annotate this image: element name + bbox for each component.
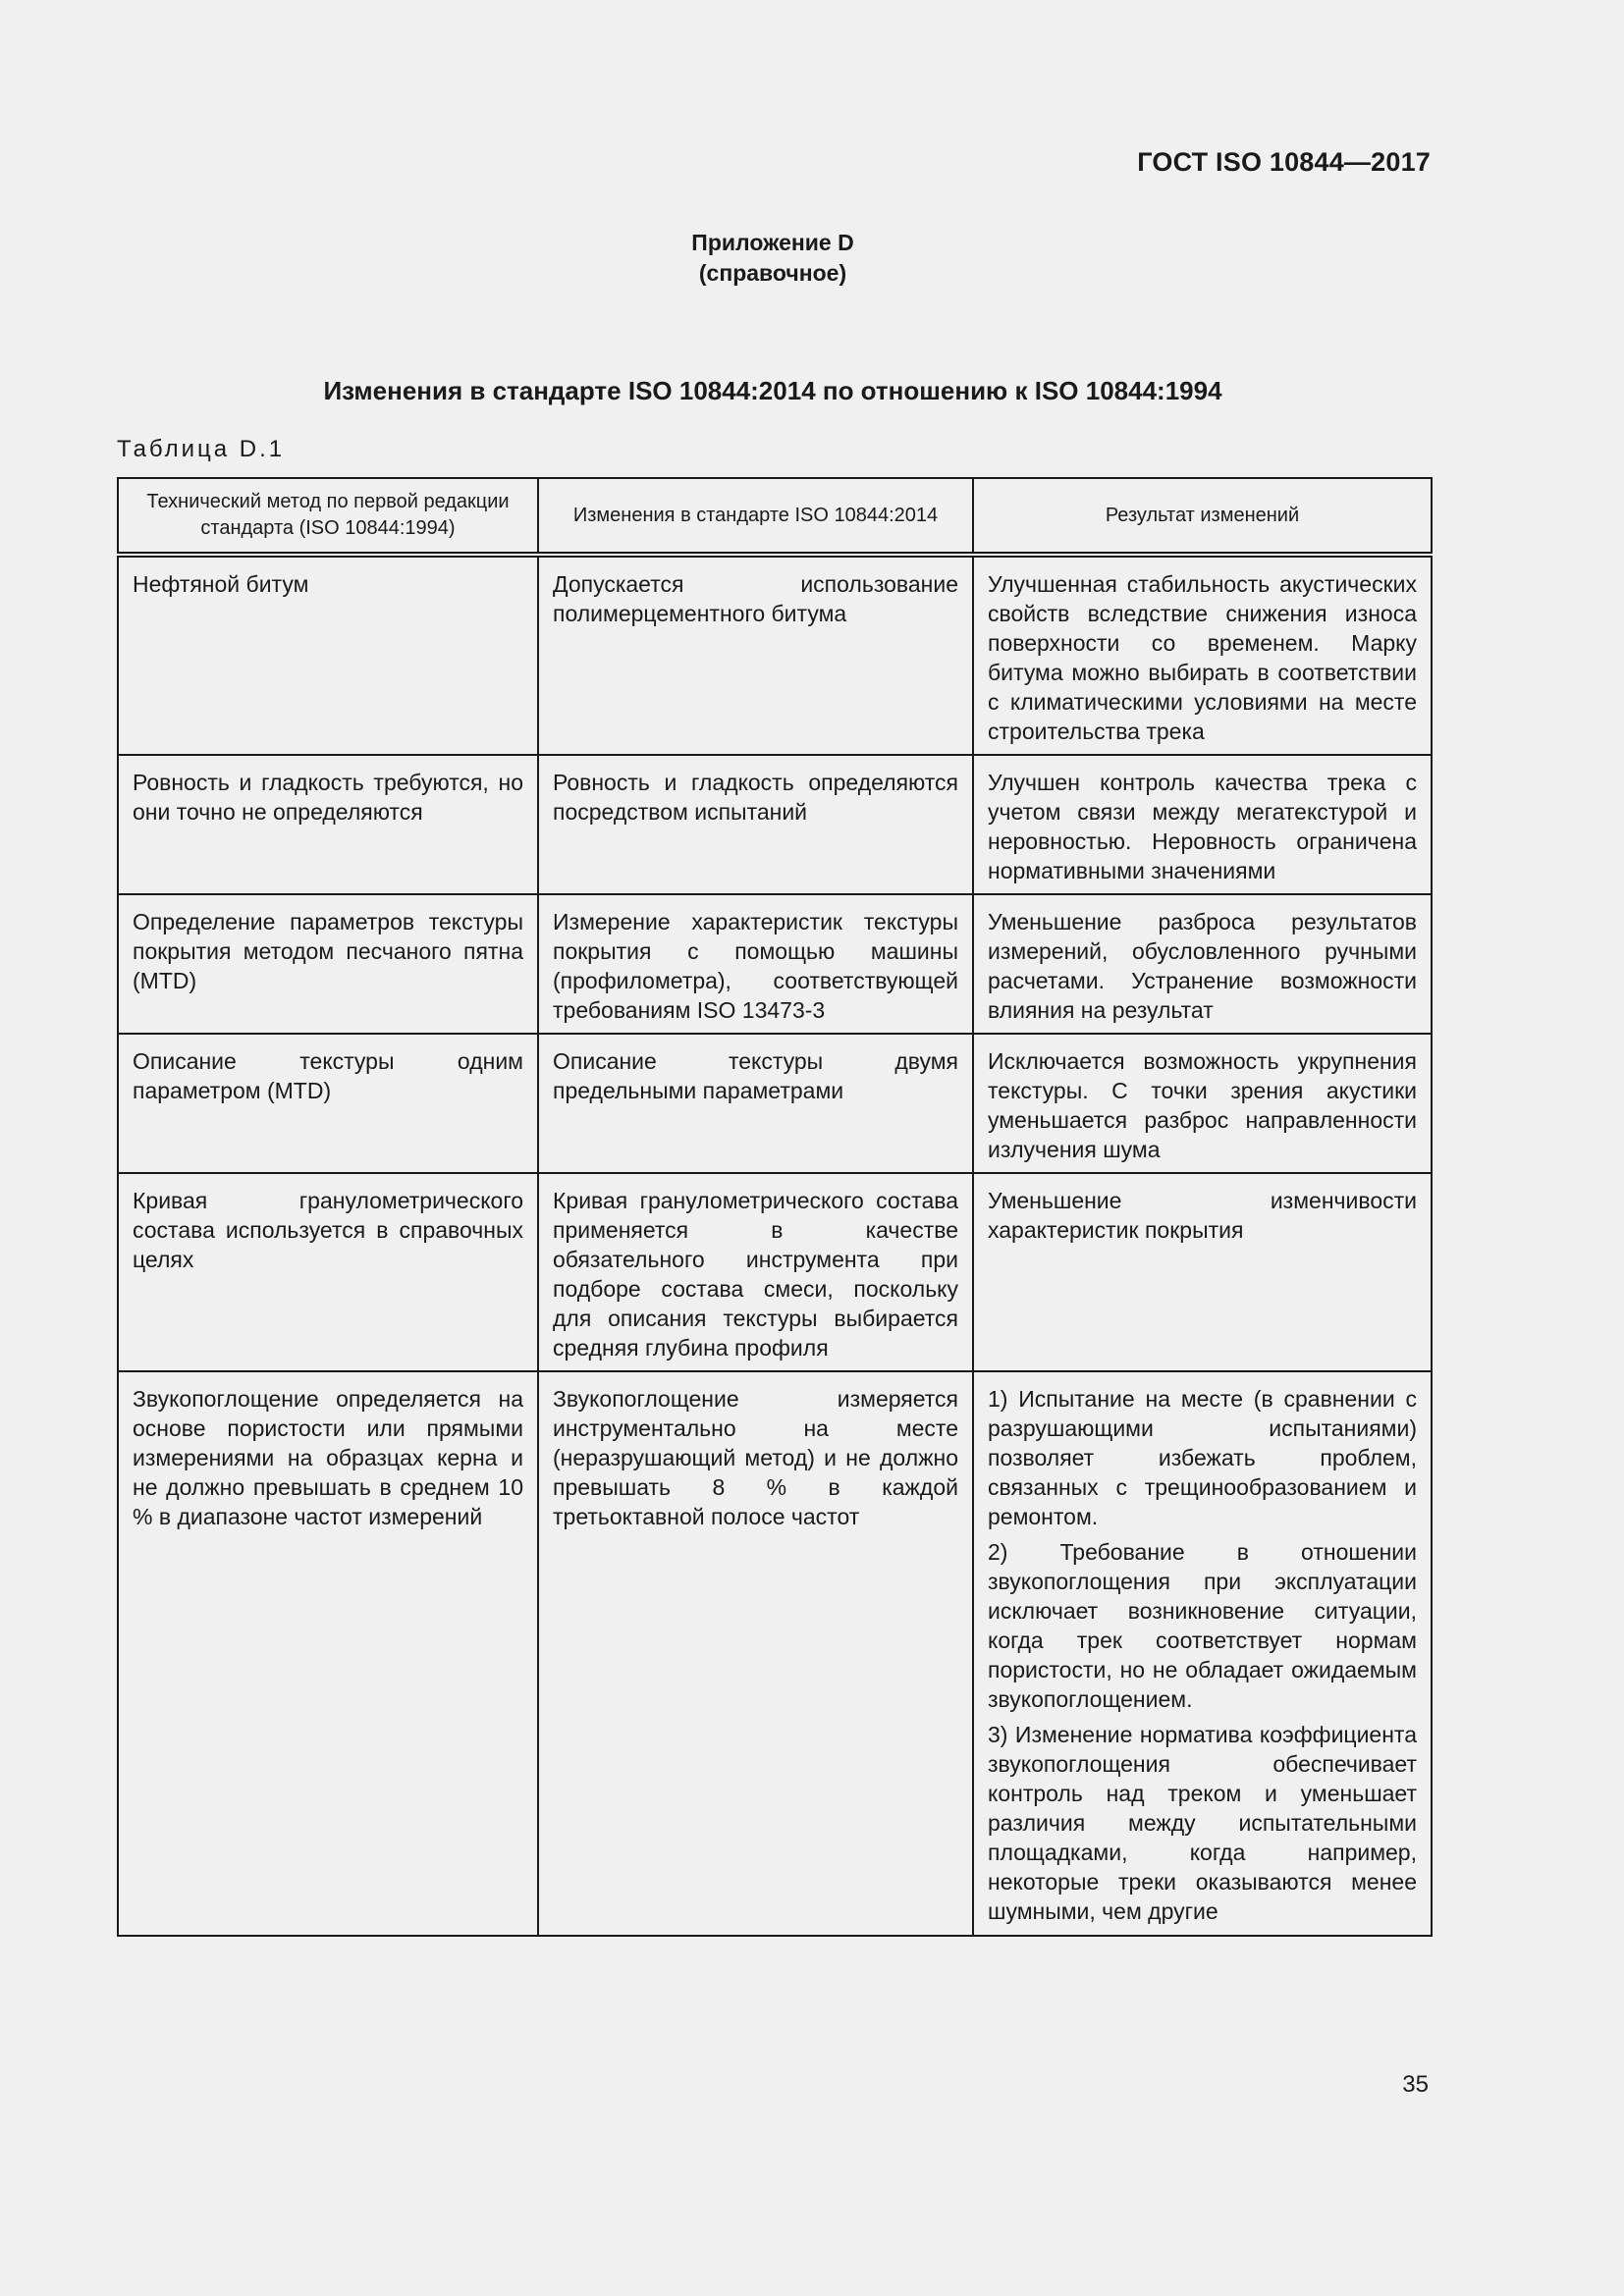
result-paragraph: 2) Требование в отношении звукопоглощения при эксплуатации исключает возникновение ситуации, когда трек соответствует нормам пористости, но не обладает ожидаемым звукопоглощением. <box>988 1539 1417 1712</box>
page-number: 35 <box>1402 2071 1429 2098</box>
cell-result <box>973 1173 1432 1371</box>
changes-table <box>117 477 1433 1937</box>
table-row <box>118 1034 1432 1173</box>
header-result: Результат изменений <box>973 478 1432 555</box>
cell-change: Измерение характеристик текстуры покрытия с помощью машины (профилометра), соответствующей требованиям ISO 13473-3 <box>538 894 973 1034</box>
cell-change: Описание текстуры двумя предельными параметрами <box>538 1034 973 1173</box>
cell-method: Ровность и гладкость требуются, но они точно не определяются <box>118 755 538 894</box>
header-method: Технический метод по первой редакции стандарта (ISO 10844:1994) <box>118 478 538 555</box>
table-header-row <box>118 478 1432 555</box>
cell-result <box>973 894 1432 1034</box>
cell-method: Описание текстуры одним параметром (MTD) <box>118 1034 538 1173</box>
result-paragraph: 3) Изменение норматива коэффициента звукопоглощения обеспечивает контроль над треком и уменьшает различия между испытательными площадками, когда например, некоторые треки оказываются менее шумными, чем другие <box>988 1722 1417 1924</box>
cell-method: Звукопоглощение определяется на основе пористости или прямыми измерениями на образцах керна и не должно превышать в среднем 10 % в диапазоне частот измерений <box>118 1371 538 1936</box>
document-code: ГОСТ ISO 10844—2017 <box>1137 147 1431 177</box>
cell-change: Допускается использование полимерцементного битума <box>538 555 973 755</box>
result-paragraph: Уменьшение разброса результатов измерений, обусловленного ручными расчетами. Устранение возможности влияния на результат <box>988 909 1417 1023</box>
table-row <box>118 555 1432 755</box>
cell-method: Кривая гранулометрического состава используется в справочных целях <box>118 1173 538 1371</box>
header-change: Изменения в стандарте ISO 10844:2014 <box>538 478 973 555</box>
table-row <box>118 1371 1432 1936</box>
cell-result <box>973 555 1432 755</box>
annex-title: Приложение D <box>691 230 854 255</box>
table-row <box>118 1173 1432 1371</box>
cell-result <box>973 755 1432 894</box>
annex-heading <box>0 228 1545 289</box>
cell-change: Ровность и гладкость определяются посредством испытаний <box>538 755 973 894</box>
cell-method: Определение параметров текстуры покрытия методом песчаного пятна (MTD) <box>118 894 538 1034</box>
result-paragraph: Улучшен контроль качества трека с учетом связи между мегатекстурой и неровностью. Неровность ограничена нормативными значениями <box>988 770 1417 883</box>
table-label: Таблица D.1 <box>117 436 286 462</box>
result-paragraph: Исключается возможность укрупнения текстуры. С точки зрения акустики уменьшается разброс направленности излучения шума <box>988 1048 1417 1162</box>
result-paragraph: 1) Испытание на месте (в сравнении с разрушающими испытаниями) позволяет избежать проблем, связанных с трещинообразованием и ремонтом. <box>988 1386 1417 1529</box>
cell-change: Звукопоглощение измеряется инструментально на месте (неразрушающий метод) и не должно превышать 8 % в каждой третьоктавной полосе частот <box>538 1371 973 1936</box>
result-paragraph: Уменьшение изменчивости характеристик покрытия <box>988 1188 1417 1243</box>
section-title: Изменения в стандарте ISO 10844:2014 по отношению к ISO 10844:1994 <box>323 376 1222 405</box>
cell-method: Нефтяной битум <box>118 555 538 755</box>
result-paragraph: Улучшенная стабильность акустических свойств вследствие снижения износа поверхности со временем. Марку битума можно выбирать в соответствии с климатическими условиями на месте строительства трека <box>988 571 1417 744</box>
cell-result <box>973 1371 1432 1936</box>
table-row <box>118 894 1432 1034</box>
cell-result <box>973 1034 1432 1173</box>
cell-change: Кривая гранулометрического состава применяется в качестве обязательного инструмента при подборе состава смеси, поскольку для описания текстуры выбирается средняя глубина профиля <box>538 1173 973 1371</box>
table-row <box>118 755 1432 894</box>
annex-subtitle: (справочное) <box>698 260 847 286</box>
